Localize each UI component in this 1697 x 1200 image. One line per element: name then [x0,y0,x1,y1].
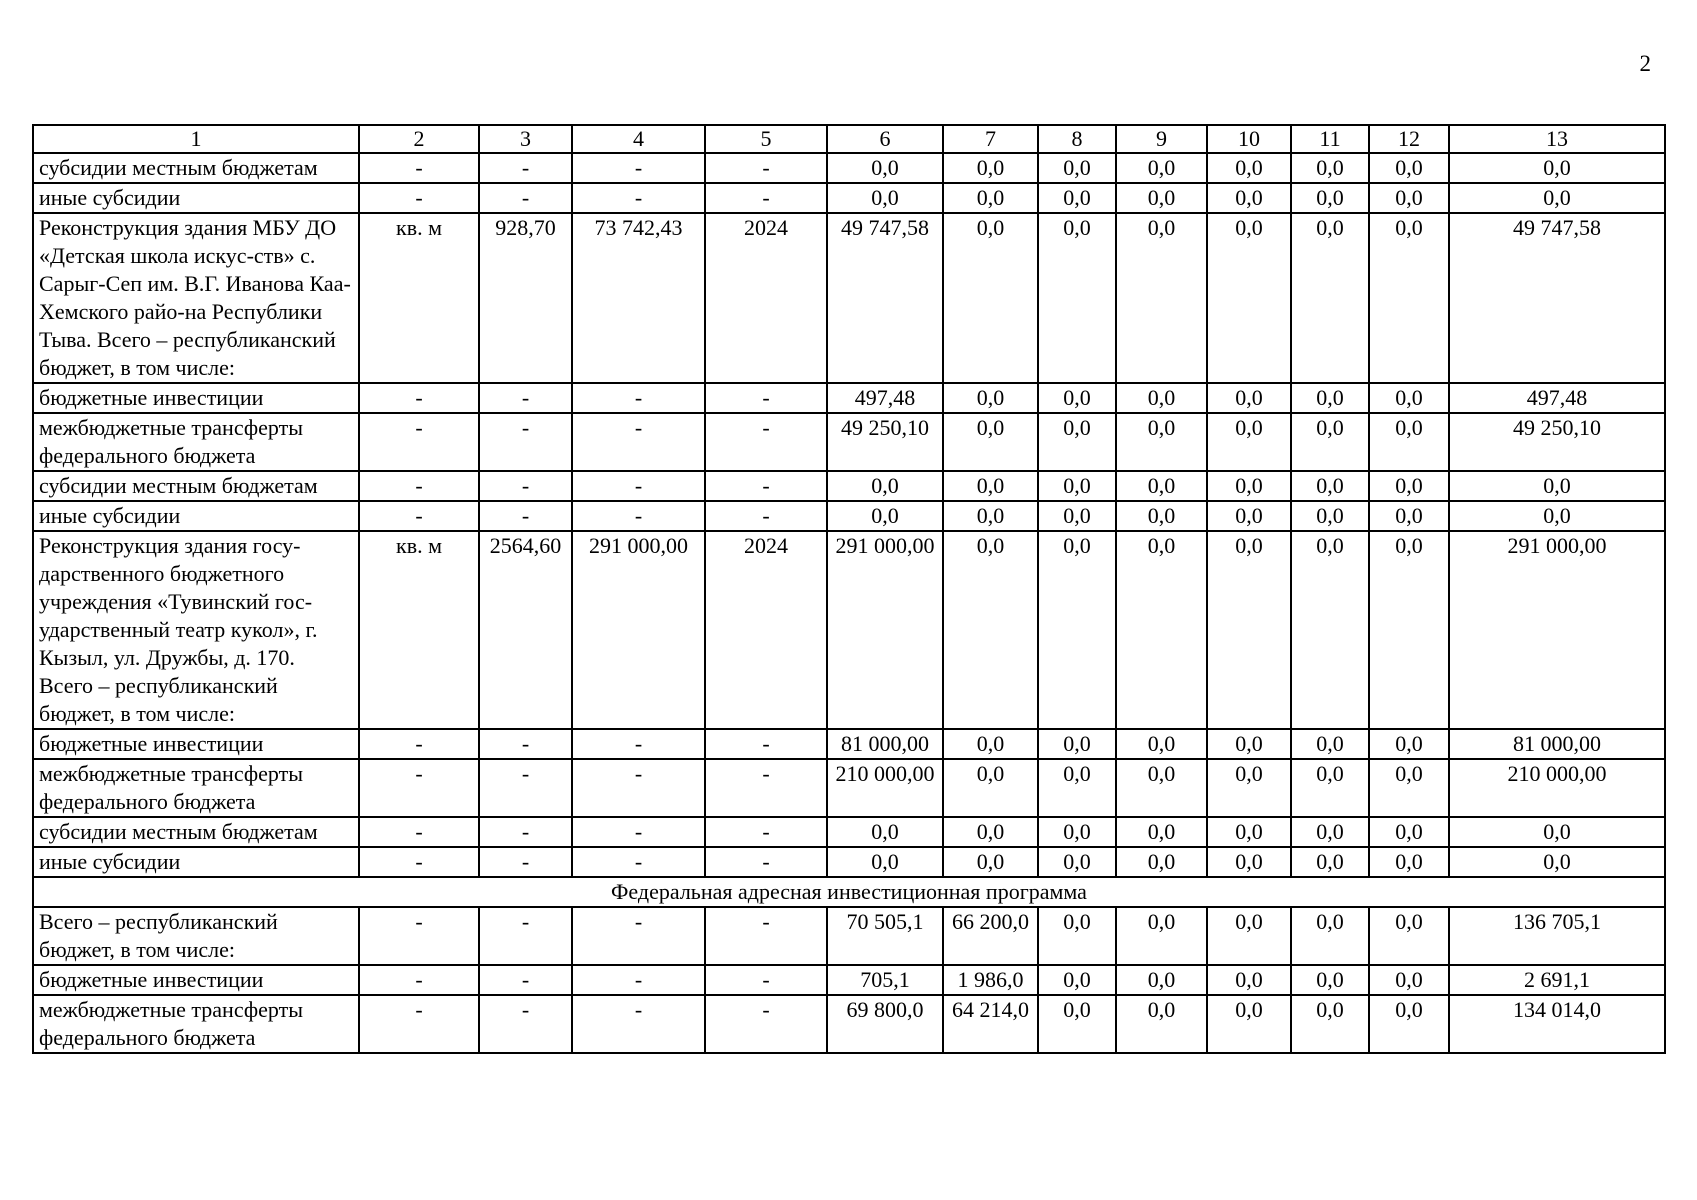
table-cell: - [359,759,479,817]
column-number: 1 [33,125,359,153]
table-row [33,413,1665,471]
table-cell: 0,0 [1038,153,1116,183]
table-cell: - [572,847,705,877]
table-cell: - [705,153,827,183]
table-cell: 0,0 [1291,759,1369,817]
table-cell: 0,0 [1369,995,1449,1053]
table-cell: 0,0 [1116,471,1207,501]
page-number: 2 [1639,51,1651,76]
table-cell: 0,0 [1207,531,1291,729]
table-cell: - [479,847,572,877]
table-cell: 0,0 [1038,965,1116,995]
table-cell: 2 691,1 [1449,965,1665,995]
table-cell: 0,0 [1291,183,1369,213]
table-cell: 0,0 [1116,965,1207,995]
row-label: бюджетные инвестиции [33,965,359,995]
column-number: 3 [479,125,572,153]
table-cell: 0,0 [1207,965,1291,995]
table-cell: - [705,847,827,877]
table-cell: 0,0 [1369,817,1449,847]
table-cell: 0,0 [1291,383,1369,413]
table-cell: 291 000,00 [1449,531,1665,729]
table-cell: 136 705,1 [1449,907,1665,965]
table-cell: - [359,413,479,471]
table-cell: 134 014,0 [1449,995,1665,1053]
table-cell: 0,0 [1291,729,1369,759]
row-label: Реконструкция здания МБУ ДО «Детская школа искус-ств» с. Сарыг-Сеп им. В.Г. Иванова Каа-Хемского райо-на Республики Тыва. Всего – республиканский бюджет, в том числе: [33,213,359,383]
table-cell: 0,0 [943,531,1038,729]
table-cell: - [479,907,572,965]
table-cell: 2024 [705,213,827,383]
row-label: межбюджетные трансферты федерального бюджета [33,995,359,1053]
table-cell: кв. м [359,213,479,383]
table-cell: - [572,413,705,471]
table-cell: - [705,471,827,501]
table-cell: - [479,383,572,413]
table-row [33,995,1665,1053]
table-cell: 0,0 [1207,383,1291,413]
table-cell: 49 250,10 [827,413,943,471]
table-row [33,153,1665,183]
table-cell: 0,0 [943,413,1038,471]
table-cell: - [572,501,705,531]
table-cell: 0,0 [1116,531,1207,729]
table-cell: - [572,995,705,1053]
table-cell: 0,0 [827,471,943,501]
table-cell: - [359,383,479,413]
row-label: Реконструкция здания госу-дарственного бюджетного учреждения «Тувинский гос-ударственный театр кукол», г. Кызыл, ул. Дружбы, д. 170. Всего – республиканский бюджет, в том числе: [33,531,359,729]
table-cell: 0,0 [943,759,1038,817]
table-cell: 2564,60 [479,531,572,729]
table-cell: - [572,907,705,965]
table-cell: - [479,471,572,501]
table-cell: 0,0 [1038,501,1116,531]
table-cell: 291 000,00 [827,531,943,729]
table-cell: 0,0 [1038,213,1116,383]
row-label: бюджетные инвестиции [33,729,359,759]
table-cell: 0,0 [1116,183,1207,213]
table-cell: 0,0 [1291,413,1369,471]
table-cell: - [572,383,705,413]
column-number: 13 [1449,125,1665,153]
table-cell: 64 214,0 [943,995,1038,1053]
table-cell: - [705,995,827,1053]
table-cell: 0,0 [1116,213,1207,383]
table-cell: 0,0 [827,847,943,877]
table-cell: 0,0 [1038,471,1116,501]
table-cell: 210 000,00 [827,759,943,817]
table-row [33,907,1665,965]
table-cell: - [359,183,479,213]
table-cell: 0,0 [827,501,943,531]
table-cell: 0,0 [1207,907,1291,965]
table-cell: 0,0 [1369,759,1449,817]
table-cell: 0,0 [1038,995,1116,1053]
row-label: субсидии местным бюджетам [33,471,359,501]
table-cell: 0,0 [1449,817,1665,847]
table-row [33,729,1665,759]
table-row [33,383,1665,413]
table-cell: 0,0 [1207,471,1291,501]
column-number: 4 [572,125,705,153]
column-number: 6 [827,125,943,153]
table-cell: 70 505,1 [827,907,943,965]
table-cell: - [705,965,827,995]
table-cell: 0,0 [1116,995,1207,1053]
table-cell: 0,0 [1207,847,1291,877]
table-cell: 0,0 [1449,471,1665,501]
table-cell: 0,0 [1449,153,1665,183]
table-cell: - [572,729,705,759]
table-row [33,817,1665,847]
row-label: субсидии местным бюджетам [33,817,359,847]
table-cell: 497,48 [1449,383,1665,413]
section-heading: Федеральная адресная инвестиционная программа [33,877,1665,907]
table-cell: 0,0 [1038,383,1116,413]
table-cell: 0,0 [943,471,1038,501]
table-cell: - [572,759,705,817]
row-label: иные субсидии [33,501,359,531]
column-number: 2 [359,125,479,153]
table-cell: кв. м [359,531,479,729]
table-row [33,531,1665,729]
table-cell: - [359,153,479,183]
table-row [33,847,1665,877]
table-cell: - [359,907,479,965]
table-cell: 0,0 [827,153,943,183]
table-cell: - [572,817,705,847]
table-cell: - [572,153,705,183]
table-cell: 81 000,00 [827,729,943,759]
table-cell: - [479,759,572,817]
table-cell: 0,0 [1449,847,1665,877]
table-cell: 0,0 [827,183,943,213]
table-cell: 0,0 [943,817,1038,847]
table-cell: 0,0 [1038,413,1116,471]
table-row [33,759,1665,817]
table-cell: - [705,501,827,531]
table-cell: - [705,729,827,759]
table-cell: 0,0 [1369,413,1449,471]
table-cell: 0,0 [1207,729,1291,759]
table-cell: 928,70 [479,213,572,383]
table-cell: - [705,383,827,413]
table-cell: 0,0 [943,729,1038,759]
table-cell: 0,0 [1291,965,1369,995]
table-cell: 69 800,0 [827,995,943,1053]
table-cell: 0,0 [943,213,1038,383]
table-cell: - [359,729,479,759]
table-cell: 0,0 [1038,759,1116,817]
table-cell: 0,0 [1291,995,1369,1053]
table-cell: - [359,847,479,877]
table-cell: 0,0 [1291,531,1369,729]
table-cell: 0,0 [1291,817,1369,847]
table-cell: - [705,907,827,965]
table-cell: 0,0 [1207,183,1291,213]
table-cell: 49 250,10 [1449,413,1665,471]
table-cell: 0,0 [1116,847,1207,877]
table-cell: 0,0 [1038,817,1116,847]
row-label: иные субсидии [33,847,359,877]
row-label: межбюджетные трансферты федерального бюджета [33,413,359,471]
table-cell: 0,0 [1207,153,1291,183]
table-cell: - [479,965,572,995]
table-cell: 0,0 [1207,501,1291,531]
table-cell: 0,0 [1207,817,1291,847]
table-cell: 49 747,58 [1449,213,1665,383]
table-cell: 0,0 [1449,501,1665,531]
table-row [33,183,1665,213]
table-cell: 0,0 [1369,501,1449,531]
table-cell: - [705,183,827,213]
table-cell: 0,0 [1038,531,1116,729]
table-cell: 0,0 [1038,847,1116,877]
table-cell: - [479,183,572,213]
table-cell: 291 000,00 [572,531,705,729]
table-cell: 0,0 [1116,817,1207,847]
row-label: бюджетные инвестиции [33,383,359,413]
table-cell: - [705,759,827,817]
table-cell: 0,0 [1369,965,1449,995]
table-cell: 0,0 [1116,907,1207,965]
table-cell: 0,0 [943,501,1038,531]
table-cell: 81 000,00 [1449,729,1665,759]
table-row [33,213,1665,383]
table-cell: 0,0 [943,153,1038,183]
row-label: субсидии местным бюджетам [33,153,359,183]
table-cell: 0,0 [1291,501,1369,531]
row-label: межбюджетные трансферты федерального бюджета [33,759,359,817]
column-number: 9 [1116,125,1207,153]
table-cell: 0,0 [1369,729,1449,759]
table-cell: - [572,183,705,213]
table-cell: - [359,995,479,1053]
table-cell: 705,1 [827,965,943,995]
table-cell: 1 986,0 [943,965,1038,995]
table-cell: - [479,729,572,759]
table-cell: 0,0 [1116,729,1207,759]
table-cell: 0,0 [1116,383,1207,413]
table-cell: 0,0 [1038,729,1116,759]
column-number: 7 [943,125,1038,153]
table-cell: - [572,965,705,995]
table-cell: - [705,413,827,471]
table-cell: 0,0 [1038,907,1116,965]
table-row [33,471,1665,501]
table-cell: - [359,501,479,531]
table-cell: 0,0 [943,183,1038,213]
table-cell: - [359,817,479,847]
table-cell: - [479,153,572,183]
table-cell: - [572,471,705,501]
table-cell: 0,0 [943,383,1038,413]
table-cell: 0,0 [1116,413,1207,471]
table-cell: 0,0 [1449,183,1665,213]
section-heading-row [33,877,1665,907]
table-cell: - [359,471,479,501]
table-cell: 49 747,58 [827,213,943,383]
table-cell: 0,0 [1116,759,1207,817]
table-cell: 0,0 [1207,413,1291,471]
column-number: 11 [1291,125,1369,153]
table-cell: 0,0 [1038,183,1116,213]
table-cell: 0,0 [1207,995,1291,1053]
row-label: иные субсидии [33,183,359,213]
table-body [33,125,1665,1053]
table-cell: 0,0 [1116,501,1207,531]
table-cell: 0,0 [1369,907,1449,965]
row-label: Всего – республиканский бюджет, в том числе: [33,907,359,965]
table-cell: 210 000,00 [1449,759,1665,817]
table-cell: 0,0 [1207,213,1291,383]
column-number: 12 [1369,125,1449,153]
table-cell: - [705,817,827,847]
table-cell: 0,0 [1291,907,1369,965]
column-number: 5 [705,125,827,153]
table-cell: 0,0 [1369,153,1449,183]
table-cell: 0,0 [1207,759,1291,817]
table-cell: 73 742,43 [572,213,705,383]
table-cell: 0,0 [1369,531,1449,729]
table-row [33,965,1665,995]
table-cell: 0,0 [1369,183,1449,213]
table-cell: - [479,995,572,1053]
table-cell: 0,0 [943,847,1038,877]
table-cell: - [479,817,572,847]
budget-table [32,124,1666,1054]
table-cell: 0,0 [1369,847,1449,877]
table-cell: - [479,501,572,531]
table-cell: 2024 [705,531,827,729]
table-cell: 497,48 [827,383,943,413]
table-cell: 0,0 [1291,153,1369,183]
table-cell: 0,0 [1116,153,1207,183]
table-cell: 0,0 [1369,471,1449,501]
table-cell: 66 200,0 [943,907,1038,965]
column-number: 10 [1207,125,1291,153]
table-cell: 0,0 [1369,213,1449,383]
column-number: 8 [1038,125,1116,153]
table-cell: 0,0 [1369,383,1449,413]
table-cell: 0,0 [1291,213,1369,383]
table-cell: 0,0 [827,817,943,847]
table-cell: - [359,965,479,995]
table-row [33,501,1665,531]
table-cell: 0,0 [1291,471,1369,501]
table-cell: - [479,413,572,471]
column-number-row [33,125,1665,153]
table-cell: 0,0 [1291,847,1369,877]
